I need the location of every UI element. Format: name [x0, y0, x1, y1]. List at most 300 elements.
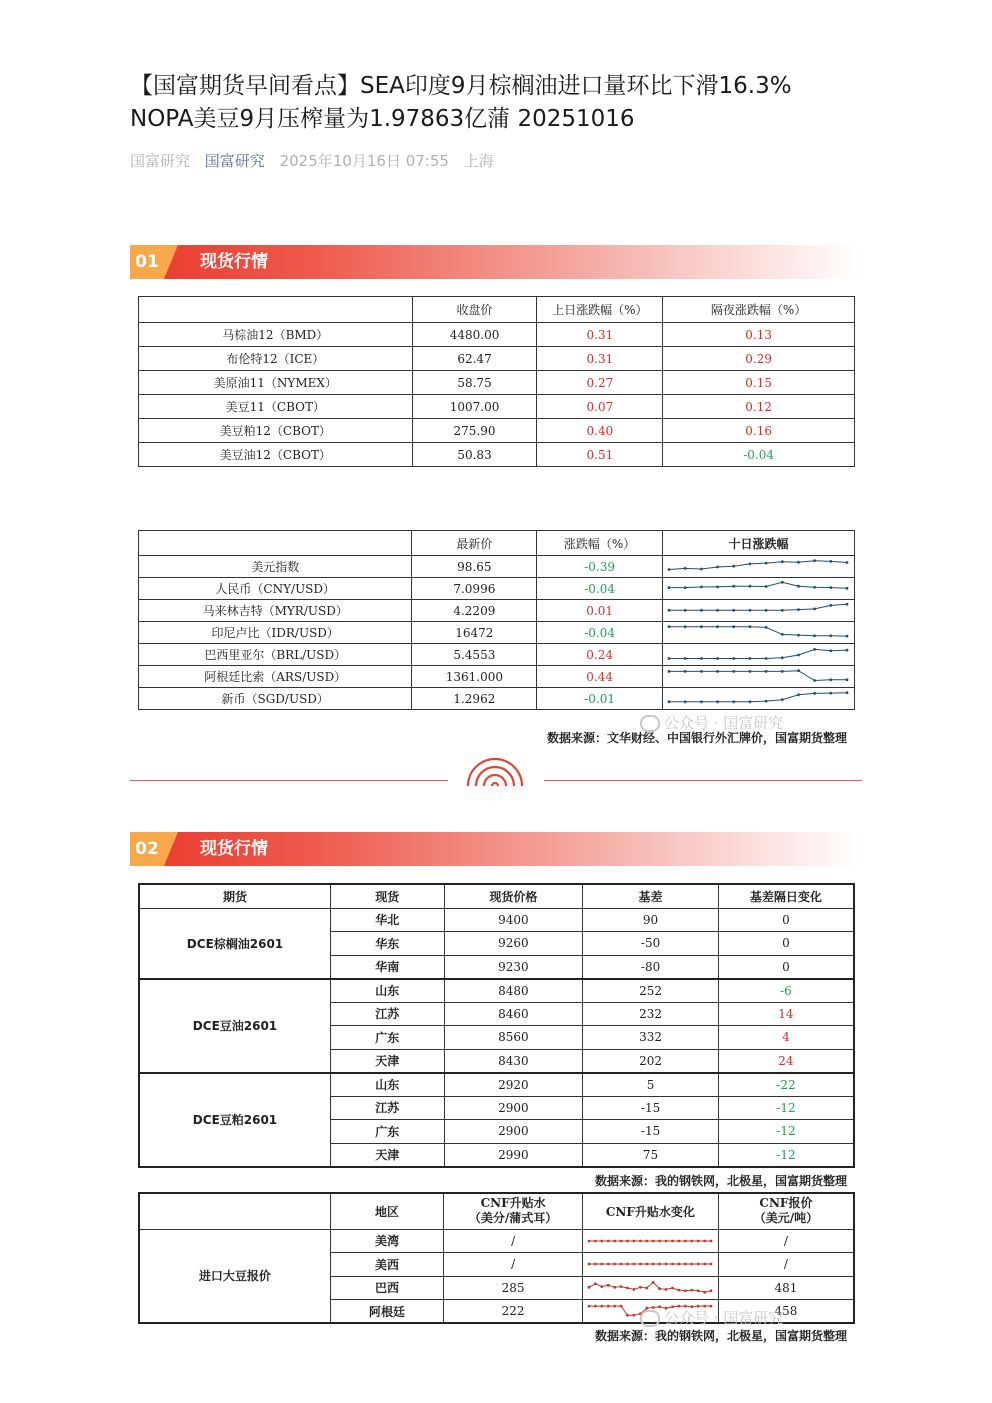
- sparkline-point: [781, 656, 784, 659]
- table-row: [139, 979, 854, 1003]
- sparkline-point: [748, 670, 751, 673]
- region-cell: 广东: [330, 1120, 444, 1144]
- table-row: [139, 1229, 854, 1253]
- sparkline-point: [690, 1263, 693, 1266]
- sparkline-point: [658, 1287, 661, 1290]
- sparkline-point: [684, 657, 687, 660]
- row-label: 人民币（CNY/USD）: [139, 578, 412, 600]
- header-cell: 最新价: [412, 531, 537, 556]
- sparkline-point: [690, 1239, 693, 1242]
- basis-cell: -15: [583, 1120, 719, 1144]
- basis-change-cell: -12: [718, 1120, 854, 1144]
- change-cell: 0.44: [537, 666, 663, 688]
- table-row: [139, 600, 855, 622]
- sparkline-point: [797, 693, 800, 696]
- spot-price-cell: 9260: [444, 932, 583, 956]
- last-price-cell: 98.65: [412, 556, 537, 578]
- sparkline-point: [594, 1282, 597, 1285]
- sparkline-point: [700, 567, 703, 570]
- sparkline-point: [765, 585, 768, 588]
- future-contract-cell: DCE豆油2601: [139, 979, 330, 1073]
- close-cell: 275.90: [412, 419, 537, 443]
- region-cell: 山东: [330, 979, 444, 1003]
- table-row: [139, 908, 854, 932]
- ten-day-sparkline: [663, 601, 853, 621]
- sparkline-point: [732, 564, 735, 567]
- cnf-sparkline-cell: [582, 1253, 718, 1277]
- header-cell: [444, 1193, 583, 1229]
- spot-price-cell: 9400: [444, 908, 583, 932]
- future-contract-cell: DCE豆粕2601: [139, 1073, 330, 1167]
- header-cell: [139, 531, 412, 556]
- article-meta: [130, 150, 504, 171]
- sparkline-point: [703, 1263, 706, 1266]
- table-row: [139, 666, 855, 688]
- ten-day-sparkline: [663, 623, 853, 643]
- header-cell: 地区: [330, 1193, 444, 1229]
- sparkline-path: [669, 692, 847, 701]
- sparkline-point: [813, 634, 816, 637]
- sparkline-point: [846, 561, 849, 564]
- sparkline-point: [765, 699, 768, 702]
- header-cell: 隔夜涨跌幅（%）: [663, 297, 855, 323]
- sparkline-path: [669, 560, 847, 569]
- header-cell: CNF升贴水变化: [582, 1193, 718, 1229]
- sparkline-point: [797, 633, 800, 636]
- basis-change-cell: 4: [718, 1026, 854, 1050]
- row-label: 布伦特12（ICE）: [139, 347, 413, 371]
- ten-day-sparkline: [663, 579, 853, 599]
- basis-cell: -50: [583, 932, 719, 956]
- sparkline-point: [846, 634, 849, 637]
- watermark-text: 公众号 · 国富研究: [664, 714, 784, 732]
- article-title: [130, 70, 890, 136]
- sparkline-point: [668, 657, 671, 660]
- spot-price-cell: 8460: [444, 1002, 583, 1026]
- row-label: 巴西里亚尔（BRL/USD）: [139, 644, 412, 666]
- spot-price-cell: 8430: [444, 1049, 583, 1073]
- sparkline-point: [613, 1263, 616, 1266]
- section-header-02: [130, 832, 860, 866]
- sparkline-point: [697, 1289, 700, 1292]
- meta-account-link[interactable]: 国富研究: [204, 152, 265, 170]
- sparkline-point: [665, 1288, 668, 1291]
- spot-price-cell: 9230: [444, 955, 583, 979]
- sparkline-point: [732, 608, 735, 611]
- basis-change-cell: 24: [718, 1049, 854, 1073]
- cnf-premium-cell: /: [444, 1229, 583, 1253]
- sparkline-point: [594, 1239, 597, 1242]
- basis-change-cell: 0: [718, 908, 854, 932]
- sparkline-point: [639, 1263, 642, 1266]
- row-label: 美元指数: [139, 556, 412, 578]
- sparkline-point: [594, 1305, 597, 1308]
- sparkline-point: [658, 1239, 661, 1242]
- section-number: 01: [130, 245, 164, 279]
- sparkline-point: [587, 1239, 590, 1242]
- row-label: 马棕油12（BMD）: [139, 323, 413, 347]
- sparkline-point: [829, 560, 832, 563]
- header-cell: 涨跌幅（%）: [537, 531, 663, 556]
- row-label: 印尼卢比（IDR/USD）: [139, 622, 412, 644]
- spot-price-cell: 8560: [444, 1026, 583, 1050]
- overnight-change-cell: 0.15: [663, 371, 855, 395]
- ten-day-sparkline: [663, 689, 853, 709]
- basis-change-cell: 14: [718, 1002, 854, 1026]
- sparkline-point: [732, 625, 735, 628]
- cnf-trend-sparkline: [583, 1278, 717, 1298]
- region-cell: 美西: [330, 1253, 444, 1277]
- header-quote-line1: CNF报价: [759, 1196, 813, 1211]
- sparkline-path: [669, 582, 847, 588]
- sparkline-point: [797, 653, 800, 656]
- header-cnf-line2: （美分/蒲式耳）: [468, 1211, 558, 1226]
- row-label: 美原油11（NYMEX）: [139, 371, 413, 395]
- close-cell: 62.47: [412, 347, 537, 371]
- header-cell: 现货价格: [444, 884, 583, 908]
- cnf-quote-cell: /: [718, 1229, 854, 1253]
- close-cell: 50.83: [412, 443, 537, 467]
- sparkline-point: [700, 585, 703, 588]
- sparkline-point: [684, 586, 687, 589]
- sparkline-point: [639, 1286, 642, 1289]
- sparkline-point: [700, 625, 703, 628]
- sparkline-point: [716, 565, 719, 568]
- basis-source-note: 数据来源：我的钢铁网，北极星，国富期货整理: [594, 1174, 847, 1188]
- sparkline-path: [669, 649, 847, 658]
- section-header-01: [130, 245, 860, 279]
- sparkline-point: [846, 691, 849, 694]
- sparkline-point: [600, 1263, 603, 1266]
- spot-price-cell: 2900: [444, 1096, 583, 1120]
- sparkline-point: [690, 1288, 693, 1291]
- sparkline-cell: [662, 556, 854, 578]
- sparkline-point: [668, 586, 671, 589]
- table-row: [139, 323, 855, 347]
- cnf-sparkline-cell: [582, 1276, 718, 1300]
- header-cell: 现货: [330, 884, 444, 908]
- sparkline-point: [620, 1305, 623, 1308]
- sparkline-point: [639, 1239, 642, 1242]
- basis-cell: 252: [583, 979, 719, 1003]
- header-cell: [139, 297, 413, 323]
- sparkline-point: [607, 1239, 610, 1242]
- region-cell: 天津: [330, 1049, 444, 1073]
- fx-table: [138, 530, 855, 710]
- sparkline-point: [684, 608, 687, 611]
- change-cell: -0.04: [537, 578, 663, 600]
- sparkline-point: [645, 1286, 648, 1289]
- sparkline-point: [716, 700, 719, 703]
- sparkline-point: [813, 679, 816, 682]
- cnf-trend-sparkline: [583, 1254, 717, 1274]
- basis-change-cell: 0: [718, 955, 854, 979]
- change-cell: 0.24: [537, 644, 663, 666]
- sparkline-point: [645, 1263, 648, 1266]
- region-cell: 华北: [330, 908, 444, 932]
- header-cell: [139, 1193, 330, 1229]
- header-cell: 期货: [139, 884, 330, 908]
- prev-change-cell: 0.07: [537, 395, 663, 419]
- cnf-premium-cell: 285: [444, 1276, 583, 1300]
- sparkline-point: [587, 1305, 590, 1308]
- sparkline-path: [669, 626, 847, 635]
- basis-change-cell: -12: [718, 1143, 854, 1167]
- fx-source-note: 数据来源：文华财经、中国银行外汇牌价，国富期货整理: [546, 731, 847, 745]
- basis-cell: 232: [583, 1002, 719, 1026]
- header-cell: 上日涨跌幅（%）: [537, 297, 663, 323]
- meta-location: 上海: [463, 152, 494, 170]
- table-row: [139, 443, 855, 467]
- ten-day-sparkline: [663, 557, 853, 577]
- meta-source: 国富研究: [130, 152, 191, 170]
- prev-change-cell: 0.31: [537, 323, 663, 347]
- sparkline-point: [626, 1263, 629, 1266]
- sparkline-point: [668, 608, 671, 611]
- table-row: [139, 556, 855, 578]
- sparkline-point: [671, 1239, 674, 1242]
- sparkline-point: [716, 625, 719, 628]
- sparkline-point: [716, 608, 719, 611]
- last-price-cell: 4.2209: [412, 600, 537, 622]
- sparkline-point: [748, 700, 751, 703]
- sparkline-point: [632, 1314, 635, 1317]
- basis-change-cell: -22: [718, 1073, 854, 1097]
- header-cell: 收盘价: [412, 297, 537, 323]
- sparkline-point: [587, 1286, 590, 1289]
- futures-table: [138, 296, 855, 467]
- sparkline-point: [797, 560, 800, 563]
- basis-cell: 90: [583, 908, 719, 932]
- cnf-source-note: 数据来源：我的钢铁网，北极星，国富期货整理: [594, 1329, 847, 1343]
- section-title: 现货行情: [200, 839, 268, 859]
- close-cell: 4480.00: [412, 323, 537, 347]
- sparkline-point: [652, 1281, 655, 1284]
- region-cell: 阿根廷: [330, 1300, 444, 1324]
- sparkline-point: [626, 1239, 629, 1242]
- sparkline-point: [668, 625, 671, 628]
- last-price-cell: 16472: [412, 622, 537, 644]
- cnf-premium-cell: 222: [444, 1300, 583, 1324]
- sparkline-point: [607, 1305, 610, 1308]
- sparkline-point: [671, 1263, 674, 1266]
- spot-price-cell: 8480: [444, 979, 583, 1003]
- watermark: [640, 1307, 783, 1328]
- region-cell: 美湾: [330, 1229, 444, 1253]
- sparkline-point: [684, 625, 687, 628]
- sparkline-point: [781, 580, 784, 583]
- sparkline-point: [684, 670, 687, 673]
- sparkline-point: [700, 670, 703, 673]
- sparkline-point: [677, 1239, 680, 1242]
- sparkline-point: [697, 1239, 700, 1242]
- last-price-cell: 7.0996: [412, 578, 537, 600]
- wechat-icon: [640, 1310, 660, 1327]
- row-label: 新币（SGD/USD）: [139, 688, 412, 710]
- sparkline-point: [658, 1263, 661, 1266]
- header-cell: 基差: [583, 884, 719, 908]
- basis-cell: 202: [583, 1049, 719, 1073]
- header-cnf-line1: CNF升贴水: [480, 1196, 546, 1211]
- sparkline-point: [846, 648, 849, 651]
- sparkline-point: [703, 1239, 706, 1242]
- sparkline-cell: [662, 666, 854, 688]
- basis-cell: -15: [583, 1096, 719, 1120]
- sparkline-point: [700, 657, 703, 660]
- region-cell: 广东: [330, 1026, 444, 1050]
- table-row: [139, 371, 855, 395]
- spot-price-cell: 2990: [444, 1143, 583, 1167]
- sparkline-point: [748, 657, 751, 660]
- prev-change-cell: 0.31: [537, 347, 663, 371]
- row-label: 马来林吉特（MYR/USD）: [139, 600, 412, 622]
- spot-price-cell: 2920: [444, 1073, 583, 1097]
- cnf-quote-cell: 458: [718, 1300, 854, 1324]
- sparkline-point: [700, 608, 703, 611]
- sparkline-point: [846, 586, 849, 589]
- close-cell: 1007.00: [412, 395, 537, 419]
- article-title-line1: 【国富期货早间看点】SEA印度9月棕榈油进口量环比下滑16.3%: [130, 73, 792, 99]
- sparkline-point: [668, 700, 671, 703]
- future-contract-cell: DCE棕榈油2601: [139, 908, 330, 979]
- cloud-ornament-icon: [462, 758, 528, 788]
- sparkline-point: [765, 608, 768, 611]
- table-row: [139, 688, 855, 710]
- sparkline-point: [748, 608, 751, 611]
- ten-day-sparkline: [663, 667, 853, 687]
- sparkline-point: [684, 1239, 687, 1242]
- last-price-cell: 5.4553: [412, 644, 537, 666]
- cnf-quote-cell: /: [718, 1253, 854, 1277]
- sparkline-point: [709, 1289, 712, 1292]
- sparkline-point: [677, 1263, 680, 1266]
- sparkline-point: [797, 608, 800, 611]
- sparkline-point: [732, 670, 735, 673]
- cnf-table: [138, 1192, 855, 1324]
- prev-change-cell: 0.51: [537, 443, 663, 467]
- sparkline-point: [697, 1263, 700, 1266]
- sparkline-point: [716, 670, 719, 673]
- sparkline-point: [829, 691, 832, 694]
- sparkline-point: [709, 1239, 712, 1242]
- sparkline-point: [600, 1239, 603, 1242]
- sparkline-path: [669, 604, 847, 610]
- header-quote-line2: （美元/吨）: [753, 1211, 819, 1226]
- sparkline-point: [665, 1239, 668, 1242]
- sparkline-point: [797, 669, 800, 672]
- sparkline-point: [716, 585, 719, 588]
- sparkline-point: [668, 670, 671, 673]
- sparkline-point: [716, 657, 719, 660]
- row-label: 美豆油12（CBOT）: [139, 443, 413, 467]
- prev-change-cell: 0.40: [537, 419, 663, 443]
- overnight-change-cell: 0.12: [663, 395, 855, 419]
- sparkline-point: [645, 1239, 648, 1242]
- row-label: 美豆粕12（CBOT）: [139, 419, 413, 443]
- sparkline-cell: [662, 578, 854, 600]
- sparkline-point: [748, 625, 751, 628]
- sparkline-point: [813, 607, 816, 610]
- basis-cell: 75: [583, 1143, 719, 1167]
- last-price-cell: 1361.000: [412, 666, 537, 688]
- basis-cell: -80: [583, 955, 719, 979]
- sparkline-point: [765, 657, 768, 660]
- basis-table: [138, 883, 855, 1168]
- sparkline-point: [632, 1263, 635, 1266]
- region-cell: 华东: [330, 932, 444, 956]
- close-cell: 58.75: [412, 371, 537, 395]
- sparkline-point: [594, 1263, 597, 1266]
- overnight-change-cell: 0.16: [663, 419, 855, 443]
- table-row: [139, 622, 855, 644]
- sparkline-cell: [662, 644, 854, 666]
- sparkline-point: [620, 1263, 623, 1266]
- sparkline-point: [846, 678, 849, 681]
- sparkline-point: [620, 1239, 623, 1242]
- table-row: [139, 419, 855, 443]
- sparkline-point: [813, 648, 816, 651]
- region-cell: 江苏: [330, 1096, 444, 1120]
- basis-change-cell: 0: [718, 932, 854, 956]
- overnight-change-cell: 0.13: [663, 323, 855, 347]
- overnight-change-cell: 0.29: [663, 347, 855, 371]
- cnf-premium-cell: /: [444, 1253, 583, 1277]
- sparkline-point: [684, 700, 687, 703]
- sparkline-point: [797, 584, 800, 587]
- header-cell: [718, 1193, 854, 1229]
- sparkline-point: [620, 1285, 623, 1288]
- table-row: [139, 578, 855, 600]
- sparkline-point: [781, 560, 784, 563]
- table-row: [139, 347, 855, 371]
- sparkline-point: [829, 649, 832, 652]
- sparkline-cell: [662, 688, 854, 710]
- change-cell: -0.39: [537, 556, 663, 578]
- sparkline-point: [626, 1314, 629, 1317]
- article-title-line2: NOPA美豆9月压榨量为1.97863亿蒲 20251016: [130, 106, 635, 132]
- table-row: [139, 395, 855, 419]
- sparkline-point: [709, 1263, 712, 1266]
- region-cell: 华南: [330, 955, 444, 979]
- sparkline-point: [813, 692, 816, 695]
- sparkline-point: [613, 1305, 616, 1308]
- sparkline-point: [671, 1286, 674, 1289]
- section-title: 现货行情: [200, 252, 268, 272]
- sparkline-point: [607, 1284, 610, 1287]
- sparkline-point: [732, 700, 735, 703]
- sparkline-point: [626, 1286, 629, 1289]
- sparkline-point: [632, 1239, 635, 1242]
- divider-left: [130, 780, 448, 781]
- sparkline-point: [765, 670, 768, 673]
- cnf-sparkline-cell: [582, 1229, 718, 1253]
- change-cell: -0.04: [537, 622, 663, 644]
- sparkline-point: [665, 1263, 668, 1266]
- divider-right: [544, 780, 862, 781]
- sparkline-point: [668, 568, 671, 571]
- change-cell: 0.01: [537, 600, 663, 622]
- basis-change-cell: -6: [718, 979, 854, 1003]
- sparkline-point: [813, 559, 816, 562]
- sparkline-cell: [662, 622, 854, 644]
- change-cell: -0.01: [537, 688, 663, 710]
- region-cell: 天津: [330, 1143, 444, 1167]
- sparkline-point: [613, 1239, 616, 1242]
- sparkline-point: [765, 561, 768, 564]
- sparkline-point: [781, 608, 784, 611]
- region-cell: 江苏: [330, 1002, 444, 1026]
- sparkline-point: [587, 1263, 590, 1266]
